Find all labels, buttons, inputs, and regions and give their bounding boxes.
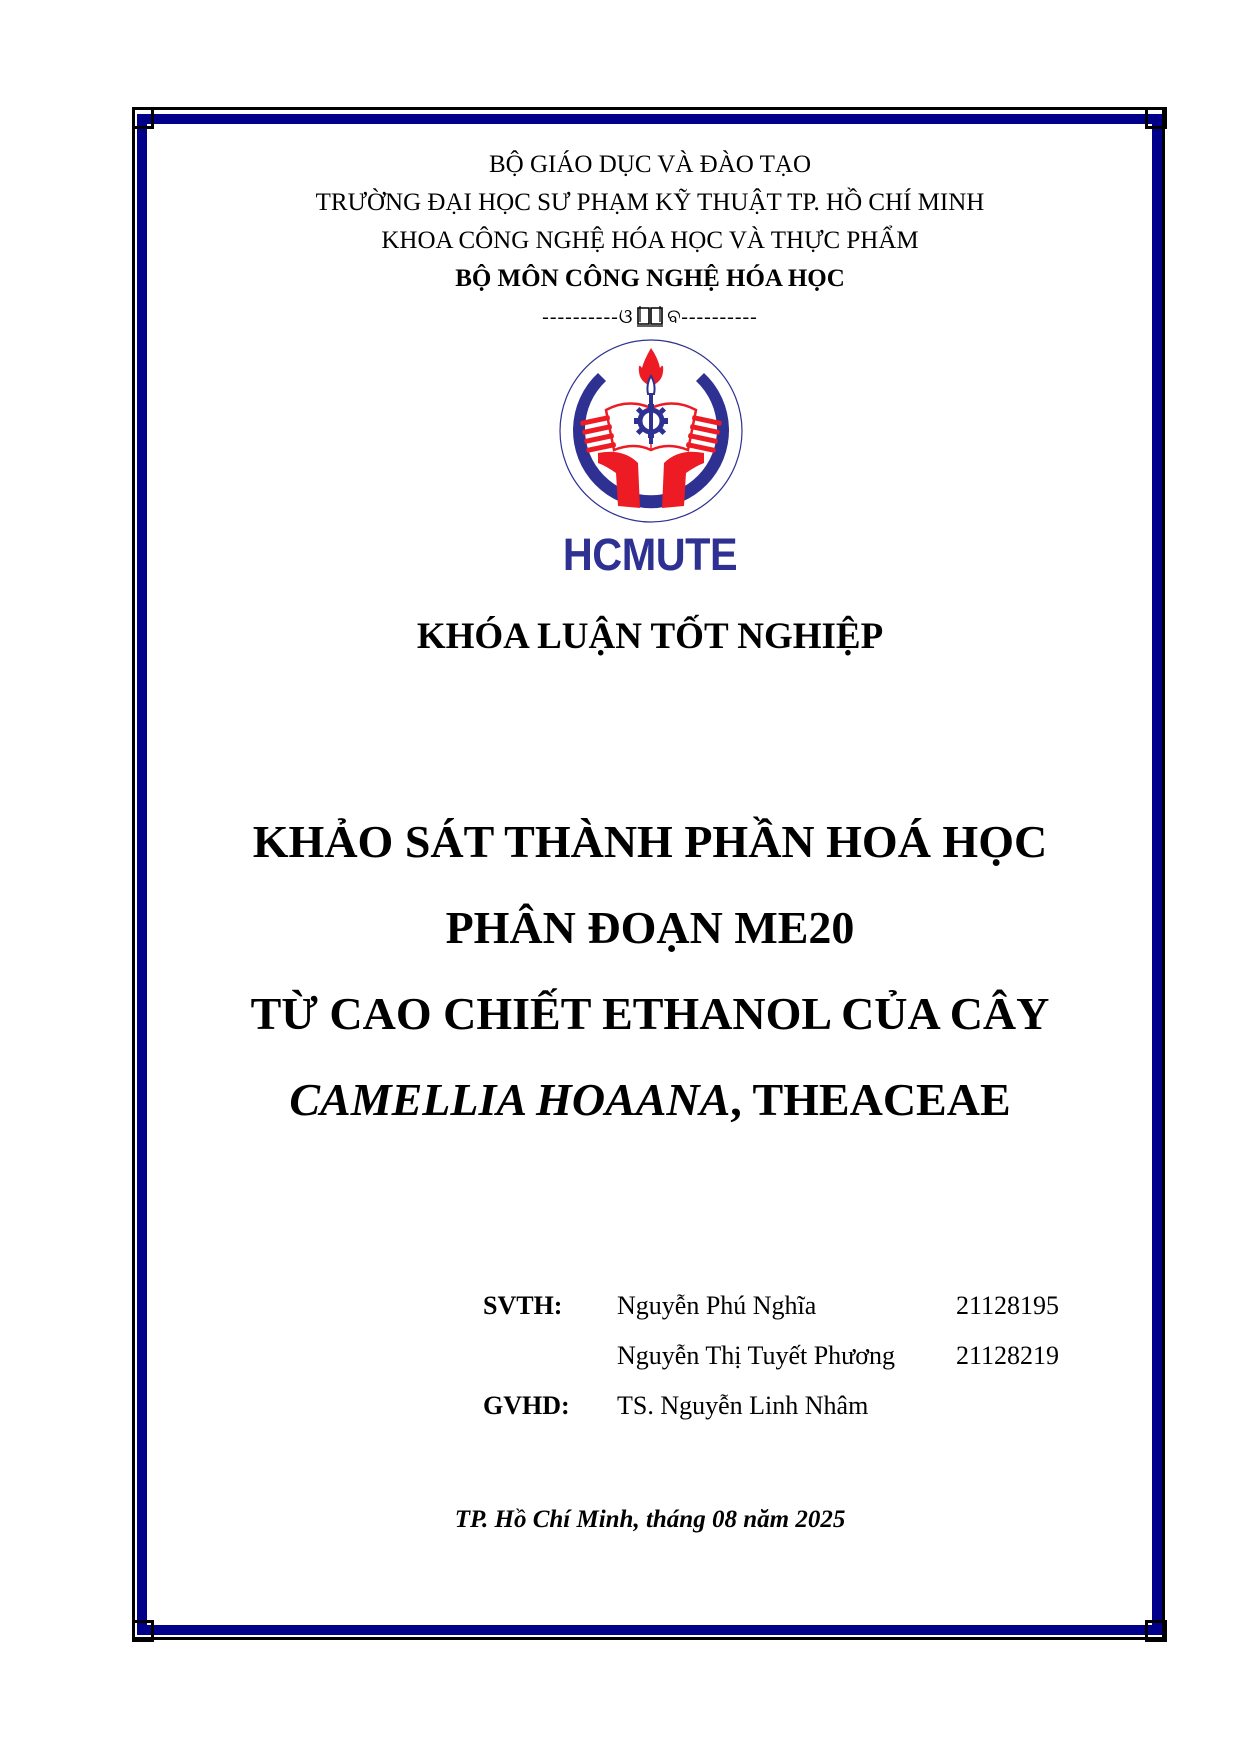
ornament-right-scroll: ବ (667, 306, 682, 328)
species-name: CAMELLIA HOAANA (289, 1074, 731, 1125)
advisor-name: TS. Nguyễn Linh Nhâm (617, 1391, 869, 1420)
student-name-2: Nguyễn Thị Tuyết Phương (617, 1341, 896, 1370)
faculty-name: KHOA CÔNG NGHỆ HÓA HỌC VÀ THỰC PHẨM (381, 227, 919, 254)
student-id-1: 21128195 (956, 1291, 1060, 1320)
department-name: BỘ MÔN CÔNG NGHỆ HÓA HỌC (455, 265, 845, 292)
thesis-title-line-1: KHẢO SÁT THÀNH PHẦN HOÁ HỌC (252, 816, 1048, 867)
frame-corner-top-left (132, 107, 154, 129)
university-name: TRƯỜNG ĐẠI HỌC SƯ PHẠM KỸ THUẬT TP. HỒ CHÍ MINH (315, 189, 985, 216)
hcmute-logo-text: HCMUTE (562, 529, 738, 580)
ornament-left-scroll: ଓ (618, 306, 634, 328)
frame-corner-top-right (1145, 107, 1167, 129)
open-book-icon (636, 305, 664, 334)
thesis-title-line-3: TỪ CAO CHIẾT ETHANOL CỦA CÂY (250, 988, 1050, 1039)
student-id-2: 21128219 (956, 1341, 1060, 1370)
header-ornament (150, 304, 1150, 334)
place-and-date: TP. Hồ Chí Minh, tháng 08 năm 2025 (454, 1506, 846, 1533)
students-label: SVTH: (483, 1291, 563, 1320)
frame-corner-bottom-left (132, 1620, 154, 1642)
ministry-name: BỘ GIÁO DỤC VÀ ĐÀO TẠO (489, 151, 811, 178)
student-name-1: Nguyễn Phú Nghĩa (617, 1291, 817, 1320)
advisor-label: GVHD: (483, 1391, 570, 1420)
thesis-title-line-2: PHÂN ĐOẠN ME20 (445, 902, 855, 953)
frame-corner-bottom-right (1145, 1620, 1167, 1642)
family-name: , THEACEAE (730, 1074, 1011, 1125)
thesis-type: KHÓA LUẬN TỐT NGHIỆP (416, 616, 884, 657)
ornament-right-dashes: ---------- (681, 306, 758, 328)
thesis-title-line-4 (150, 1070, 1150, 1130)
ornament-left-dashes: ---------- (542, 306, 619, 328)
hcmute-logo-emblem (558, 338, 744, 524)
